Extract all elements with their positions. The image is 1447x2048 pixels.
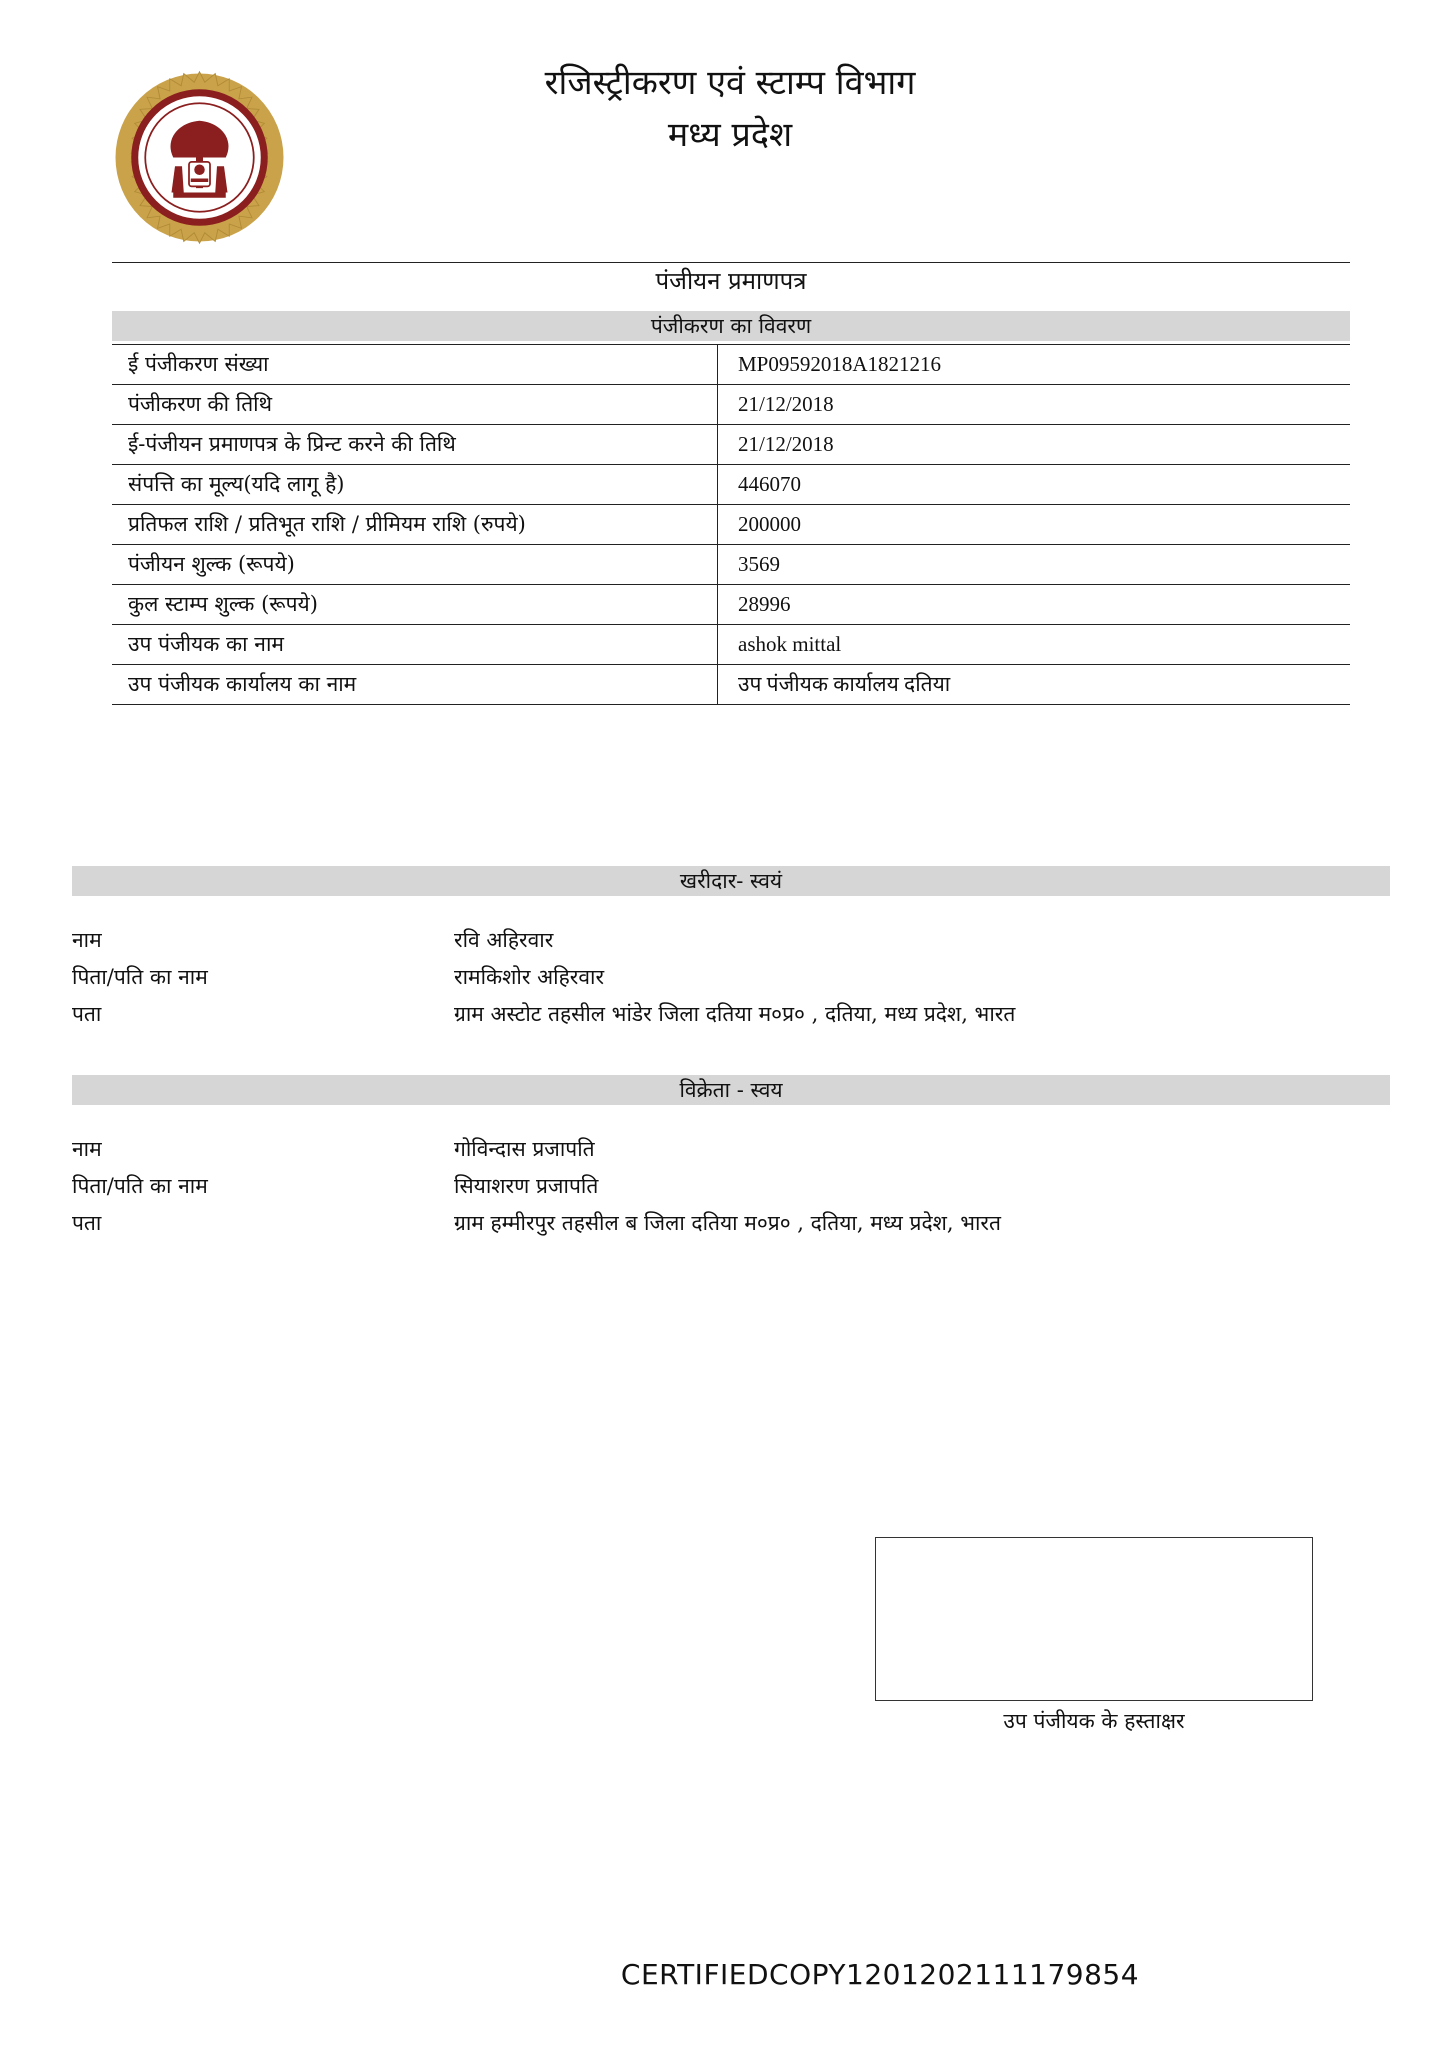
registration-details-table (112, 344, 1350, 705)
buyer-father-label: पिता/पति का नाम (72, 965, 208, 989)
table-row (112, 385, 1350, 425)
row-label: संपत्ति का मूल्य(यदि लागू है) (112, 465, 718, 504)
seller-name-value: गोविन्दास प्रजापति (454, 1137, 595, 1161)
buyer-address-label: पता (72, 1002, 102, 1026)
department-title: रजिस्ट्रीकरण एवं स्टाम्प विभाग (544, 63, 916, 103)
table-row (112, 625, 1350, 665)
table-row (112, 665, 1350, 705)
certified-copy-number: CERTIFIEDCOPY1201202111179854 (620, 1958, 1140, 1991)
certificate-title: पंजीयन प्रमाणपत्र (655, 267, 807, 295)
seller-father-row (72, 1168, 1390, 1204)
row-value: 21/12/2018 (738, 392, 834, 416)
row-label: प्रतिफल राशि / प्रतिभूत राशि / प्रीमियम राशि (रुपये) (112, 505, 718, 544)
registration-details-heading: पंजीकरण का विवरण (112, 311, 1350, 341)
row-value: ashok mittal (738, 632, 842, 656)
table-row (112, 505, 1350, 545)
row-label: पंजीकरण की तिथि (112, 385, 718, 424)
table-row (112, 585, 1350, 625)
row-value: 200000 (738, 512, 801, 536)
buyer-father-value: रामकिशोर अहिरवार (454, 965, 605, 989)
seller-name-row (72, 1131, 1390, 1167)
row-value: 28996 (738, 592, 791, 616)
seller-address-label: पता (72, 1211, 102, 1235)
row-value: MP09592018A1821216 (738, 352, 942, 376)
seller-address-row (72, 1205, 1390, 1241)
buyer-name-label: नाम (72, 928, 102, 952)
row-label: कुल स्टाम्प शुल्क (रूपये) (112, 585, 718, 624)
state-name: मध्य प्रदेश (667, 115, 793, 155)
row-label: ई-पंजीयन प्रमाणपत्र के प्रिन्ट करने की तिथि (112, 425, 718, 464)
buyer-address-value: ग्राम अस्टोट तहसील भांडेर जिला दतिया म०प्र० , दतिया, मध्य प्रदेश, भारत (454, 1002, 1016, 1026)
signature-box (875, 1537, 1313, 1701)
row-value: 3569 (738, 552, 780, 576)
buyer-father-row (72, 959, 1390, 995)
table-row (112, 344, 1350, 385)
seller-address-value: ग्राम हम्मीरपुर तहसील ब जिला दतिया म०प्र० , दतिया, मध्य प्रदेश, भारत (454, 1211, 1001, 1235)
seller-father-label: पिता/पति का नाम (72, 1174, 208, 1198)
row-label: उप पंजीयक का नाम (112, 625, 718, 664)
seller-father-value: सियाशरण प्रजापति (454, 1174, 599, 1198)
mp-state-emblem-icon (112, 70, 287, 245)
buyer-heading: खरीदार- स्वयं (72, 866, 1390, 896)
row-label: ई पंजीकरण संख्या (112, 345, 718, 384)
buyer-name-value: रवि अहिरवार (454, 928, 554, 952)
table-row (112, 545, 1350, 585)
row-label: पंजीयन शुल्क (रूपये) (112, 545, 718, 584)
row-label: उप पंजीयक कार्यालय का नाम (112, 665, 718, 704)
table-row (112, 465, 1350, 505)
row-value: 446070 (738, 472, 801, 496)
buyer-address-row (72, 996, 1390, 1032)
row-value: उप पंजीयक कार्यालय दतिया (738, 672, 951, 696)
signature-label: उप पंजीयक के हस्ताक्षर (1003, 1709, 1185, 1733)
seller-name-label: नाम (72, 1137, 102, 1161)
seller-heading: विक्रेता - स्वय (72, 1075, 1390, 1105)
row-value: 21/12/2018 (738, 432, 834, 456)
buyer-name-row (72, 922, 1390, 958)
table-row (112, 425, 1350, 465)
